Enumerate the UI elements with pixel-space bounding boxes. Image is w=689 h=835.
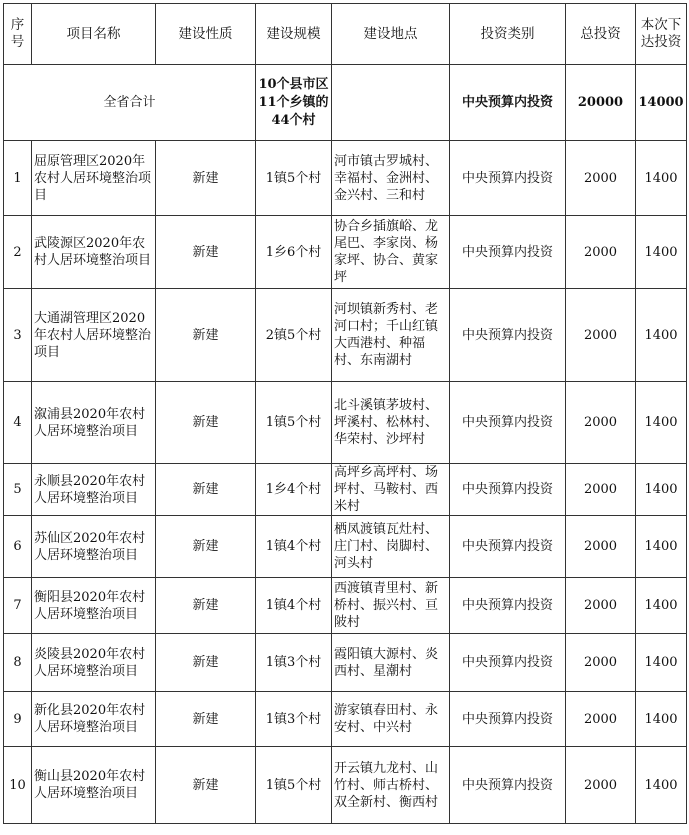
total-investment: 2000 (566, 516, 636, 578)
row-no: 7 (4, 578, 32, 634)
row-no: 10 (4, 747, 32, 824)
table-row (4, 578, 687, 634)
construction-scale: 1镇4个村 (256, 578, 332, 634)
construction-location: 协合乡插旗峪、龙尾巴、李家岗、杨家坪、协合、黄家坪 (332, 216, 450, 289)
header-name: 项目名称 (32, 4, 156, 65)
header-total: 总投资 (566, 4, 636, 65)
header-this: 本次下达投资 (636, 4, 687, 65)
project-name: 苏仙区2020年农村人居环境整治项目 (32, 516, 156, 578)
construction-scale: 1乡6个村 (256, 216, 332, 289)
total-investment: 2000 (566, 141, 636, 216)
row-no: 1 (4, 141, 32, 216)
total-row (4, 65, 687, 141)
this-investment: 1400 (636, 692, 687, 747)
investment-category: 中央预算内投资 (450, 516, 566, 578)
construction-nature: 新建 (156, 578, 256, 634)
total-location (332, 65, 450, 141)
construction-scale: 1镇5个村 (256, 382, 332, 464)
this-investment: 1400 (636, 516, 687, 578)
total-investment: 2000 (566, 382, 636, 464)
header-nature: 建设性质 (156, 4, 256, 65)
construction-nature: 新建 (156, 382, 256, 464)
total-category: 中央预算内投资 (450, 65, 566, 141)
table-row (4, 289, 687, 382)
construction-scale: 1镇3个村 (256, 692, 332, 747)
row-no: 3 (4, 289, 32, 382)
table-row (4, 382, 687, 464)
investment-category: 中央预算内投资 (450, 747, 566, 824)
row-no: 9 (4, 692, 32, 747)
investment-category: 中央预算内投资 (450, 634, 566, 692)
header-location: 建设地点 (332, 4, 450, 65)
project-name: 屈原管理区2020年农村人居环境整治项目 (32, 141, 156, 216)
construction-scale: 1乡4个村 (256, 464, 332, 516)
investment-table (3, 3, 687, 824)
construction-location: 霞阳镇大源村、炎西村、星潮村 (332, 634, 450, 692)
this-investment: 1400 (636, 634, 687, 692)
investment-category: 中央预算内投资 (450, 382, 566, 464)
total-investment: 2000 (566, 464, 636, 516)
project-rows (4, 141, 687, 824)
construction-nature: 新建 (156, 747, 256, 824)
total-investment: 2000 (566, 578, 636, 634)
total-investment: 2000 (566, 216, 636, 289)
construction-nature: 新建 (156, 141, 256, 216)
table-row (4, 516, 687, 578)
project-name: 溆浦县2020年农村人居环境整治项目 (32, 382, 156, 464)
project-name: 新化县2020年农村人居环境整治项目 (32, 692, 156, 747)
table-row (4, 216, 687, 289)
investment-category: 中央预算内投资 (450, 216, 566, 289)
construction-scale: 1镇4个村 (256, 516, 332, 578)
total-investment: 2000 (566, 692, 636, 747)
total-investment: 2000 (566, 747, 636, 824)
header-no: 序号 (4, 4, 32, 65)
project-name: 衡山县2020年农村人居环境整治项目 (32, 747, 156, 824)
project-name: 永顺县2020年农村人居环境整治项目 (32, 464, 156, 516)
investment-category: 中央预算内投资 (450, 578, 566, 634)
total-investment: 2000 (566, 289, 636, 382)
project-name: 衡阳县2020年农村人居环境整治项目 (32, 578, 156, 634)
investment-category: 中央预算内投资 (450, 464, 566, 516)
construction-scale: 1镇5个村 (256, 141, 332, 216)
this-investment: 1400 (636, 382, 687, 464)
header-scale: 建设规模 (256, 4, 332, 65)
total-investment: 2000 (566, 634, 636, 692)
total-investment: 20000 (566, 65, 636, 141)
construction-nature: 新建 (156, 464, 256, 516)
table-row (4, 634, 687, 692)
table-row (4, 692, 687, 747)
construction-location: 北斗溪镇茅坡村、坪溪村、松林村、华荣村、沙坪村 (332, 382, 450, 464)
construction-scale: 1镇5个村 (256, 747, 332, 824)
table-row (4, 464, 687, 516)
total-this-investment: 14000 (636, 65, 687, 141)
construction-location: 河市镇古罗城村、幸福村、金洲村、金兴村、三和村 (332, 141, 450, 216)
investment-category: 中央预算内投资 (450, 141, 566, 216)
header-row (4, 4, 687, 65)
construction-nature: 新建 (156, 692, 256, 747)
project-name: 武陵源区2020年农村人居环境整治项目 (32, 216, 156, 289)
table-row (4, 141, 687, 216)
this-investment: 1400 (636, 141, 687, 216)
investment-category: 中央预算内投资 (450, 692, 566, 747)
this-investment: 1400 (636, 216, 687, 289)
construction-scale: 2镇5个村 (256, 289, 332, 382)
project-name: 大通湖管理区2020年农村人居环境整治项目 (32, 289, 156, 382)
total-scale: 10个县市区11个乡镇的44个村 (256, 65, 332, 141)
table-row (4, 747, 687, 824)
construction-nature: 新建 (156, 634, 256, 692)
investment-category: 中央预算内投资 (450, 289, 566, 382)
construction-scale: 1镇3个村 (256, 634, 332, 692)
this-investment: 1400 (636, 289, 687, 382)
row-no: 5 (4, 464, 32, 516)
header-category: 投资类别 (450, 4, 566, 65)
construction-location: 高坪乡高坪村、场坪村、马鞍村、西米村 (332, 464, 450, 516)
row-no: 2 (4, 216, 32, 289)
this-investment: 1400 (636, 578, 687, 634)
this-investment: 1400 (636, 464, 687, 516)
construction-location: 游家镇春田村、永安村、中兴村 (332, 692, 450, 747)
project-name: 炎陵县2020年农村人居环境整治项目 (32, 634, 156, 692)
construction-nature: 新建 (156, 216, 256, 289)
row-no: 6 (4, 516, 32, 578)
construction-location: 开云镇九龙村、山竹村、师古桥村、双全新村、衡西村 (332, 747, 450, 824)
construction-location: 西渡镇青里村、新桥村、振兴村、亘陂村 (332, 578, 450, 634)
construction-location: 河坝镇新秀村、老河口村；千山红镇大西港村、种福村、东南湖村 (332, 289, 450, 382)
total-label: 全省合计 (4, 65, 256, 141)
construction-location: 栖凤渡镇瓦灶村、庄门村、岗脚村、河头村 (332, 516, 450, 578)
construction-nature: 新建 (156, 289, 256, 382)
row-no: 8 (4, 634, 32, 692)
construction-nature: 新建 (156, 516, 256, 578)
this-investment: 1400 (636, 747, 687, 824)
row-no: 4 (4, 382, 32, 464)
